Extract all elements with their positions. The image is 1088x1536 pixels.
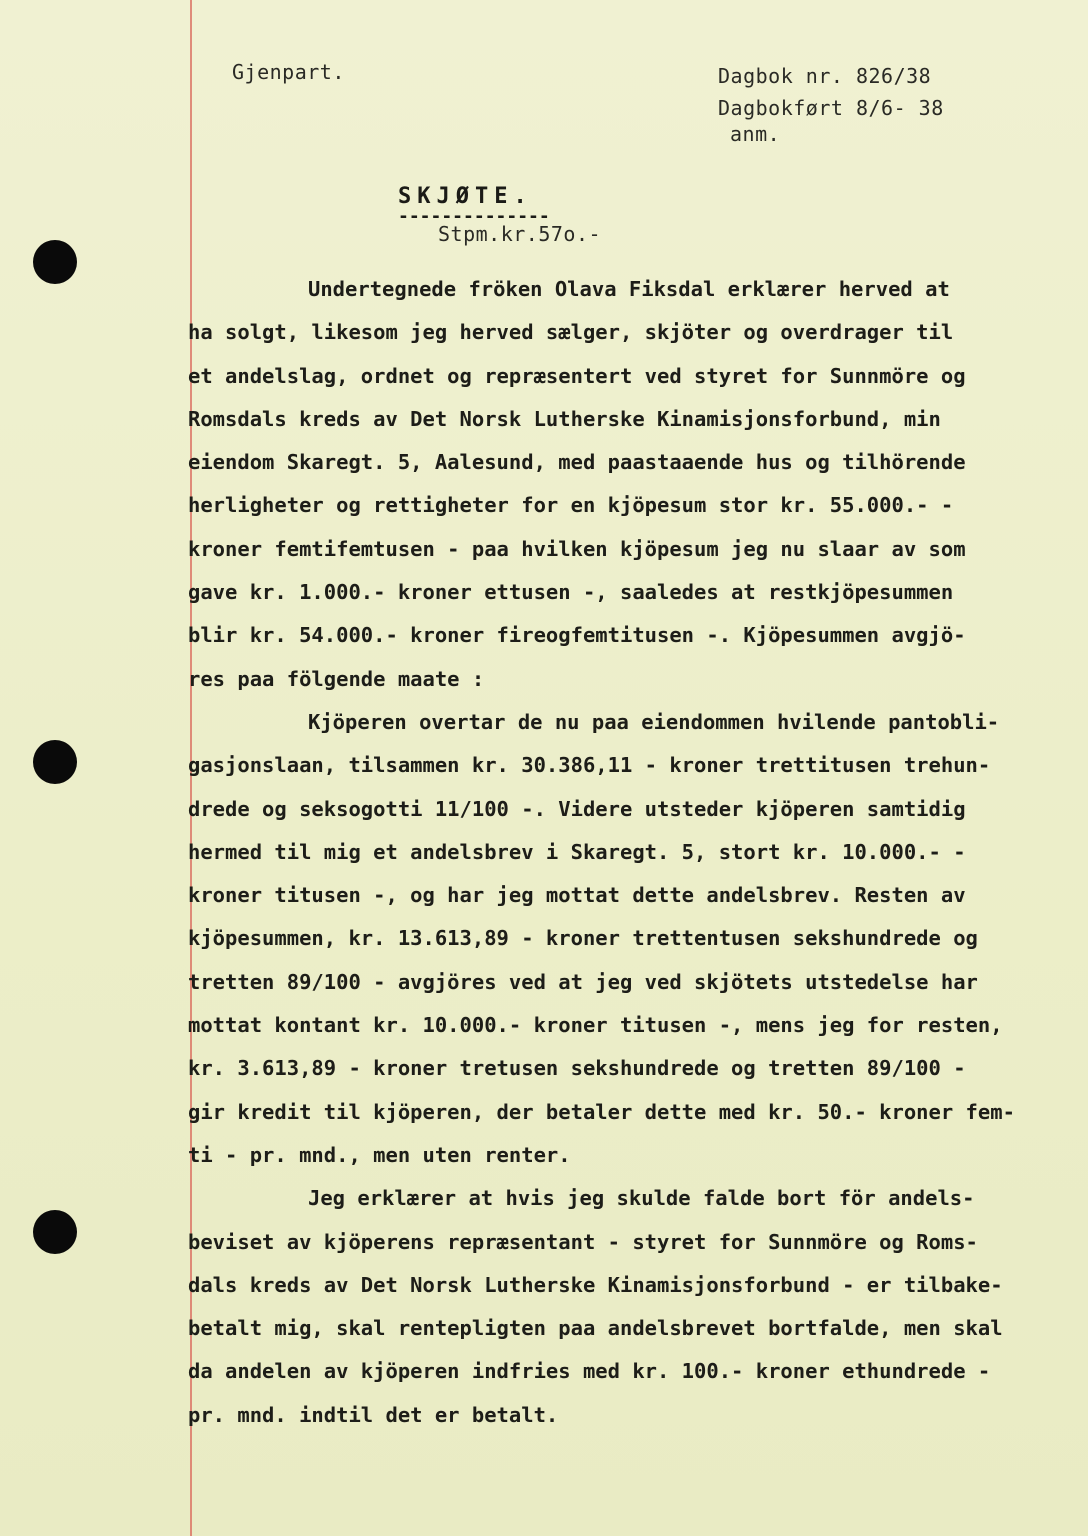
body-line: dals kreds av Det Norsk Lutherske Kinamisjonsforbund - er tilbake- <box>188 1272 1003 1297</box>
body-line: da andelen av kjöperen indfries med kr. 100.- kroner ethundrede - <box>188 1359 991 1384</box>
body-line: res paa fölgende maate : <box>188 666 485 691</box>
body-line: ha solgt, likesom jeg herved sælger, skjöter og overdrager til <box>188 320 954 345</box>
body-line: betalt mig, skal rentepligten paa andelsbrevet bortfalde, men skal <box>188 1316 1003 1341</box>
annotation-label: anm. <box>730 122 781 146</box>
body-line: blir kr. 54.000.- kroner fireogfemtitusen -. Kjöpesummen avgjö- <box>188 623 966 648</box>
punch-hole <box>33 240 77 284</box>
title-underline: -------------- <box>398 206 550 227</box>
body-line: tretten 89/100 - avgjöres ved at jeg ved skjötets utstedelse har <box>188 969 978 994</box>
body-line: hermed til mig et andelsbrev i Skaregt. 5, stort kr. 10.000.- - <box>188 839 966 864</box>
copy-label: Gjenpart. <box>232 60 345 84</box>
body-line: Romsdals kreds av Det Norsk Lutherske Kinamisjonsforbund, min <box>188 406 941 431</box>
punch-hole <box>33 1210 77 1254</box>
body-line: herligheter og rettigheter for en kjöpesum stor kr. 55.000.- - <box>188 493 954 518</box>
body-line: ti - pr. mnd., men uten renter. <box>188 1142 571 1167</box>
body-line: Kjöperen overtar de nu paa eiendommen hvilende pantobli- <box>308 709 1000 734</box>
punch-hole <box>33 740 77 784</box>
body-line: pr. mnd. indtil det er betalt. <box>188 1402 559 1427</box>
body-line: kroner titusen -, og har jeg mottat dette andelsbrev. Resten av <box>188 883 966 908</box>
body-line: eiendom Skaregt. 5, Aalesund, med paastaaende hus og tilhörende <box>188 450 966 475</box>
body-line: kjöpesummen, kr. 13.613,89 - kroner trettentusen sekshundrede og <box>188 926 978 951</box>
body-line: gave kr. 1.000.- kroner ettusen -, saaledes at restkjöpesummen <box>188 580 954 605</box>
stamp-duty: Stpm.kr.57o.- <box>438 222 602 246</box>
body-line: gasjonslaan, tilsammen kr. 30.386,11 - kroner trettitusen trehun- <box>188 753 991 778</box>
body-line: et andelslag, ordnet og repræsentert ved styret for Sunnmöre og <box>188 363 966 388</box>
body-line: mottat kontant kr. 10.000.- kroner titusen -, mens jeg for resten, <box>188 1013 1003 1038</box>
body-line: kroner femtifemtusen - paa hvilken kjöpesum jeg nu slaar av som <box>188 536 966 561</box>
body-line: Undertegnede fröken Olava Fiksdal erklærer herved at <box>308 277 950 301</box>
body-line: gir kredit til kjöperen, der betaler dette med kr. 50.- kroner fem- <box>188 1099 1015 1124</box>
journal-date: Dagbokført 8/6- 38 <box>718 96 944 120</box>
deed-body <box>188 268 1048 1437</box>
body-line: Jeg erklærer at hvis jeg skulde falde bort för andels- <box>308 1186 975 1211</box>
document-title: SKJØTE. <box>398 184 533 209</box>
body-line: beviset av kjöperens repræsentant - styret for Sunnmöre og Roms- <box>188 1229 978 1254</box>
journal-number: Dagbok nr. 826/38 <box>718 64 932 88</box>
body-line: kr. 3.613,89 - kroner tretusen sekshundrede og tretten 89/100 - <box>188 1056 966 1081</box>
body-line: drede og seksogotti 11/100 -. Videre utsteder kjöperen samtidig <box>188 796 966 821</box>
